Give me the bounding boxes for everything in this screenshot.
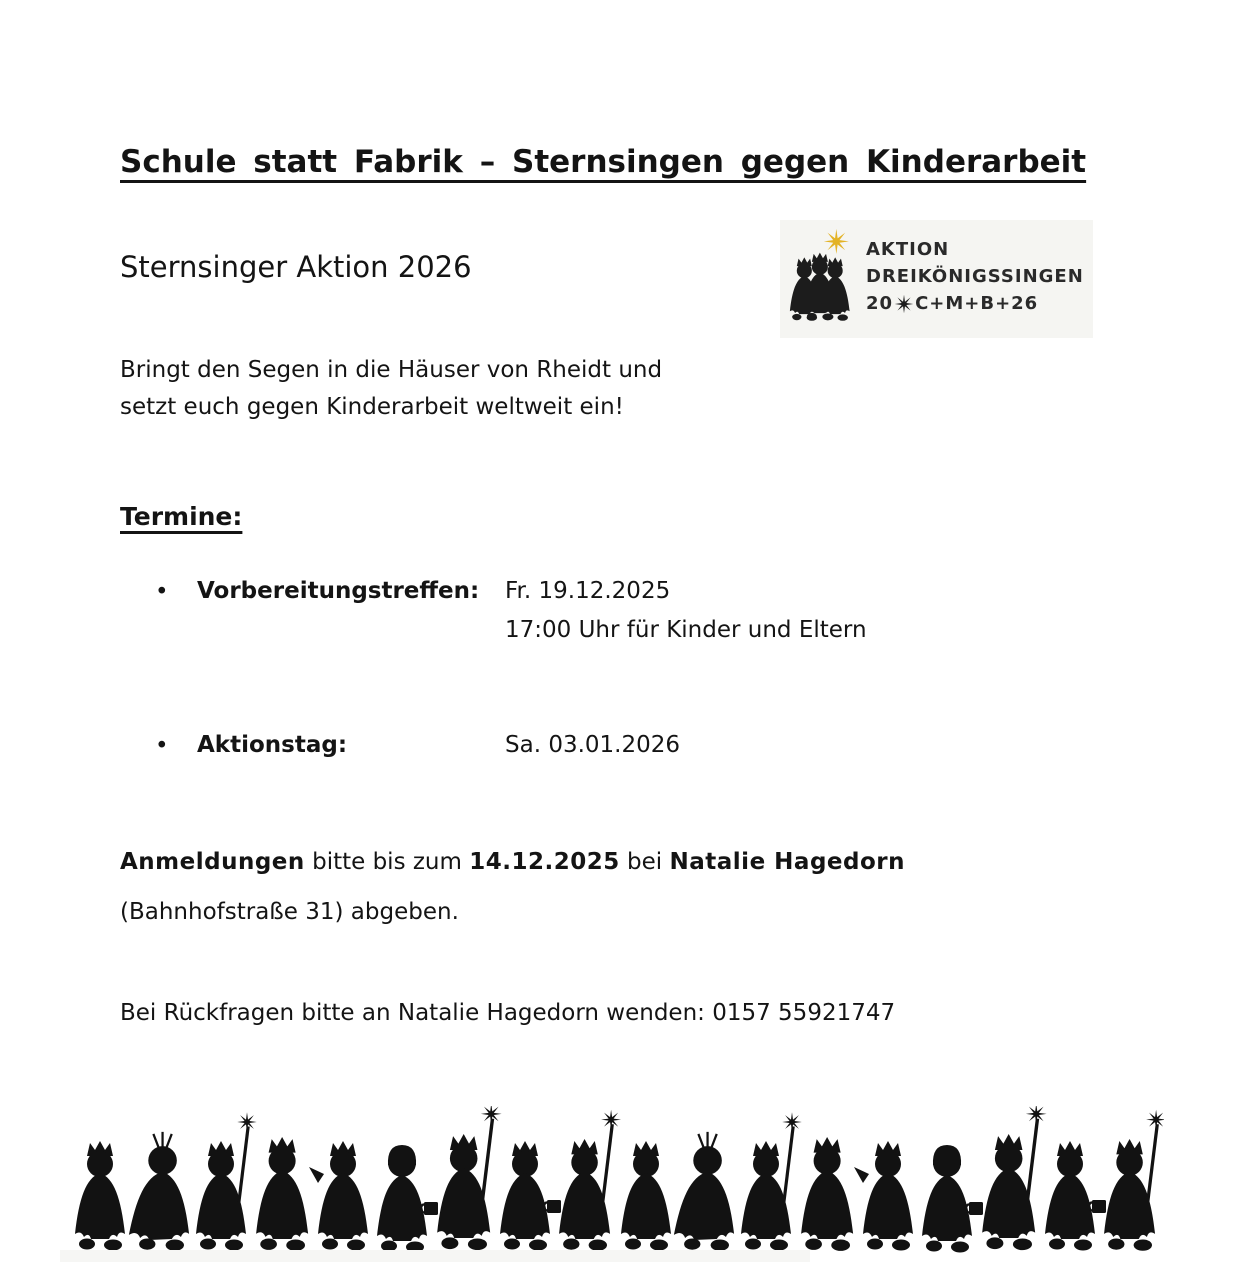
logo-line-dreikoenigssingen: DREIKÖNIGSSINGEN: [866, 266, 1084, 287]
aktion-dreikoenigssingen-logo: [780, 220, 1093, 338]
registration-text: bitte bis zum: [304, 849, 470, 875]
logo-line-aktion: AKTION: [866, 239, 950, 260]
termine-heading: Termine:: [120, 502, 243, 531]
termine-item-date: Sa. 03.01.2026: [505, 732, 681, 758]
registration-deadline: 14.12.2025: [469, 849, 620, 875]
sternsinger-procession-image: [72, 1106, 1164, 1256]
logo-cmb-suffix: C+M+B+26: [915, 293, 1039, 314]
registration-contact-name: Natalie Hagedorn: [669, 849, 905, 875]
page-title: Schule statt Fabrik – Sternsingen gegen Kinderarbeit: [120, 144, 1087, 180]
intro-paragraph: [120, 352, 662, 426]
scan-artifact-strip: [60, 1250, 810, 1262]
intro-line-2: setzt euch gegen Kinderarbeit weltweit ein!: [120, 394, 624, 420]
intro-line-1: Bringt den Segen in die Häuser von Rheidt und: [120, 357, 663, 383]
logo-line-cmb: [866, 290, 1084, 317]
logo-wordmark: [866, 236, 1084, 317]
page-subtitle: Sternsinger Aktion 2026: [120, 250, 472, 284]
bullet-icon: •: [155, 733, 169, 759]
registration-keyword: Anmeldungen: [120, 849, 305, 875]
registration-paragraph-line-2: (Bahnhofstraße 31) abgeben.: [120, 899, 459, 925]
termine-item-date: Fr. 19.12.2025: [505, 578, 671, 604]
contact-paragraph: Bei Rückfragen bitte an Natalie Hagedorn wenden: 0157 55921747: [120, 1000, 896, 1026]
termine-item-label: Vorbereitungstreffen:: [197, 578, 480, 604]
termine-item-label: Aktionstag:: [197, 732, 348, 758]
three-kings-silhouette-icon: [786, 226, 878, 334]
cmb-star-icon: [894, 294, 914, 314]
bullet-icon: •: [155, 579, 169, 605]
registration-paragraph-line-1: [120, 849, 905, 875]
registration-text: bei: [619, 849, 670, 875]
logo-cmb-prefix: 20: [866, 293, 894, 314]
termine-item-time: 17:00 Uhr für Kinder und Eltern: [505, 617, 867, 643]
